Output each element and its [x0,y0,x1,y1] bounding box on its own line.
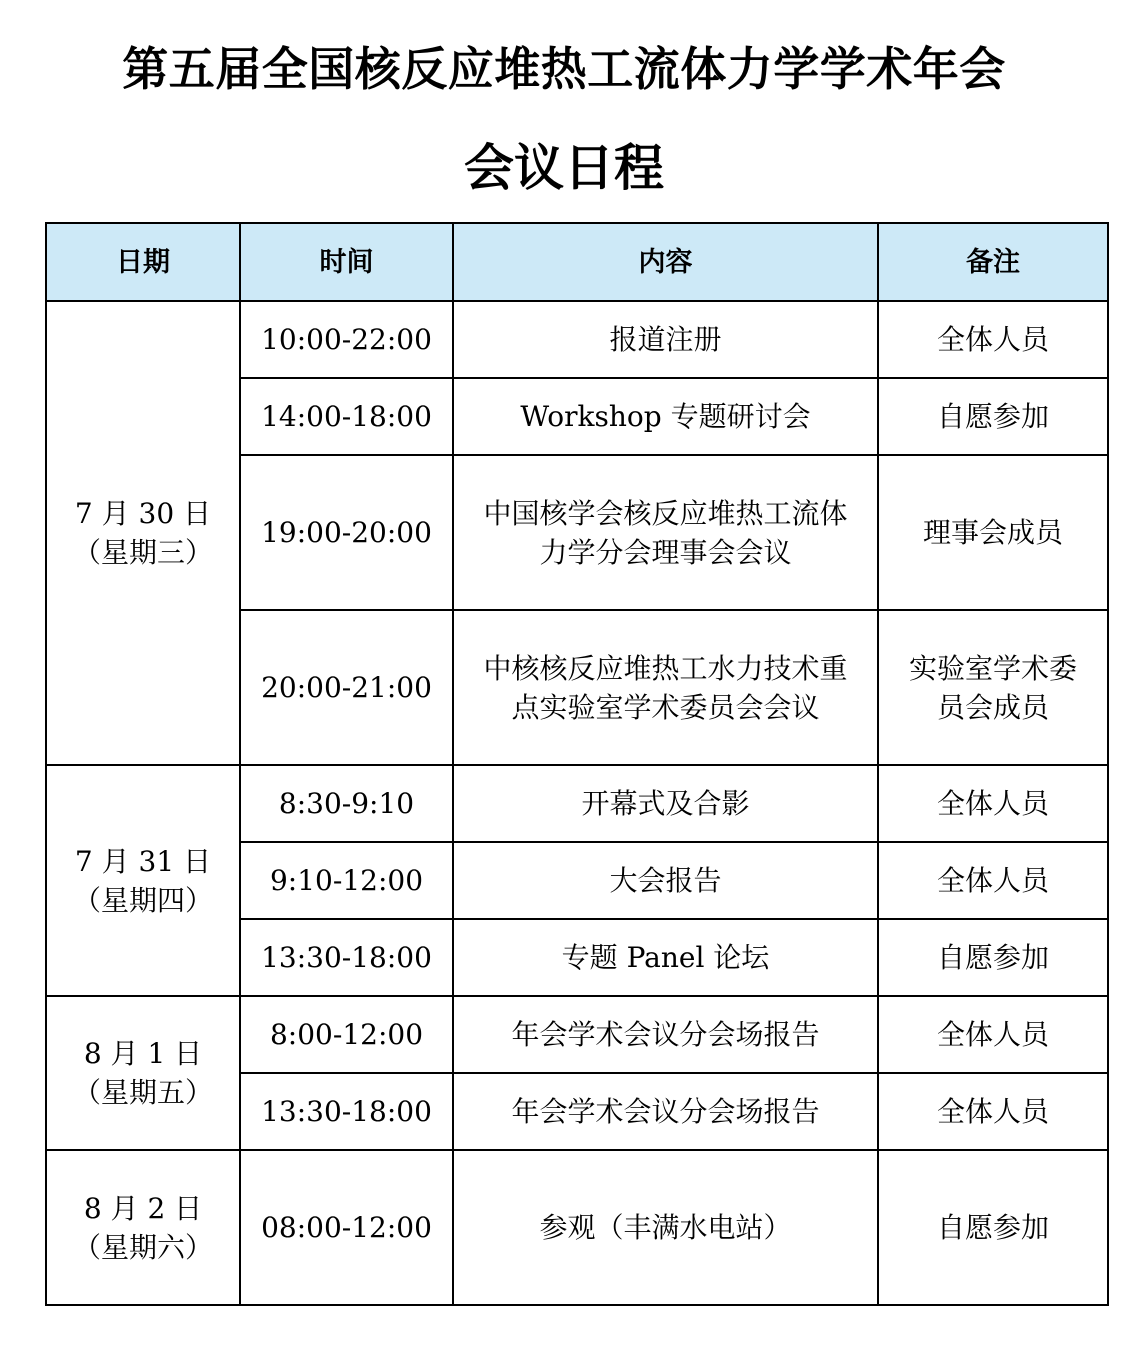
content-cell: 报道注册 [453,301,878,378]
content-cell [453,610,878,765]
note-cell: 全体人员 [878,1073,1108,1150]
content-cell: 年会学术会议分会场报告 [453,996,878,1073]
content-cell: 开幕式及合影 [453,765,878,842]
time-cell: 8:00-12:00 [240,996,453,1073]
content-cell: 大会报告 [453,842,878,919]
content-cell: Workshop 专题研讨会 [453,378,878,455]
time-cell: 14:00-18:00 [240,378,453,455]
time-cell: 13:30-18:00 [240,1073,453,1150]
header-content: 内容 [453,223,878,301]
table-row [46,1150,1108,1305]
content-cell: 专题 Panel 论坛 [453,919,878,996]
date-cell [46,301,240,765]
date-cell [46,1150,240,1305]
note-line: 员会成员 [936,690,1049,724]
time-cell: 13:30-18:00 [240,919,453,996]
note-cell: 自愿参加 [878,919,1108,996]
weekday-text: （星期四） [72,883,213,917]
date-text: 8 月 1 日 [83,1037,203,1070]
document-subtitle: 会议日程 [464,139,664,197]
schedule-table [45,222,1109,1306]
weekday-text: （星期六） [72,1230,213,1264]
note-cell: 全体人员 [878,765,1108,842]
note-cell: 自愿参加 [878,378,1108,455]
header-row [46,223,1108,301]
content-cell: 年会学术会议分会场报告 [453,1073,878,1150]
time-cell: 08:00-12:00 [240,1150,453,1305]
time-cell: 20:00-21:00 [240,610,453,765]
table-row [46,996,1108,1073]
note-line: 实验室学术委 [908,651,1077,685]
note-cell: 全体人员 [878,301,1108,378]
content-line: 力学分会理事会会议 [539,535,792,569]
content-line: 中国核学会核反应堆热工流体 [483,496,848,530]
table-row [46,765,1108,842]
date-text: 7 月 30 日 [74,497,212,530]
weekday-text: （星期五） [72,1076,213,1109]
header-date: 日期 [46,223,240,301]
note-cell: 理事会成员 [878,455,1108,610]
content-line: 中核核反应堆热工水力技术重 [483,651,848,685]
content-line: 点实验室学术委员会会议 [511,690,820,724]
document-title: 第五届全国核反应堆热工流体力学学术年会 [122,42,1006,96]
note-cell [878,610,1108,765]
time-cell: 10:00-22:00 [240,301,453,378]
date-text: 7 月 31 日 [74,844,212,878]
content-cell [453,455,878,610]
date-text: 8 月 2 日 [83,1191,203,1225]
table-row [46,301,1108,378]
time-cell: 19:00-20:00 [240,455,453,610]
content-cell: 参观（丰满水电站） [453,1150,878,1305]
time-cell: 8:30-9:10 [240,765,453,842]
time-cell: 9:10-12:00 [240,842,453,919]
header-note: 备注 [878,223,1108,301]
weekday-text: （星期三） [72,536,213,569]
note-cell: 全体人员 [878,842,1108,919]
note-cell: 自愿参加 [878,1150,1108,1305]
date-cell [46,996,240,1150]
header-time: 时间 [240,223,453,301]
date-cell [46,765,240,996]
note-cell: 全体人员 [878,996,1108,1073]
